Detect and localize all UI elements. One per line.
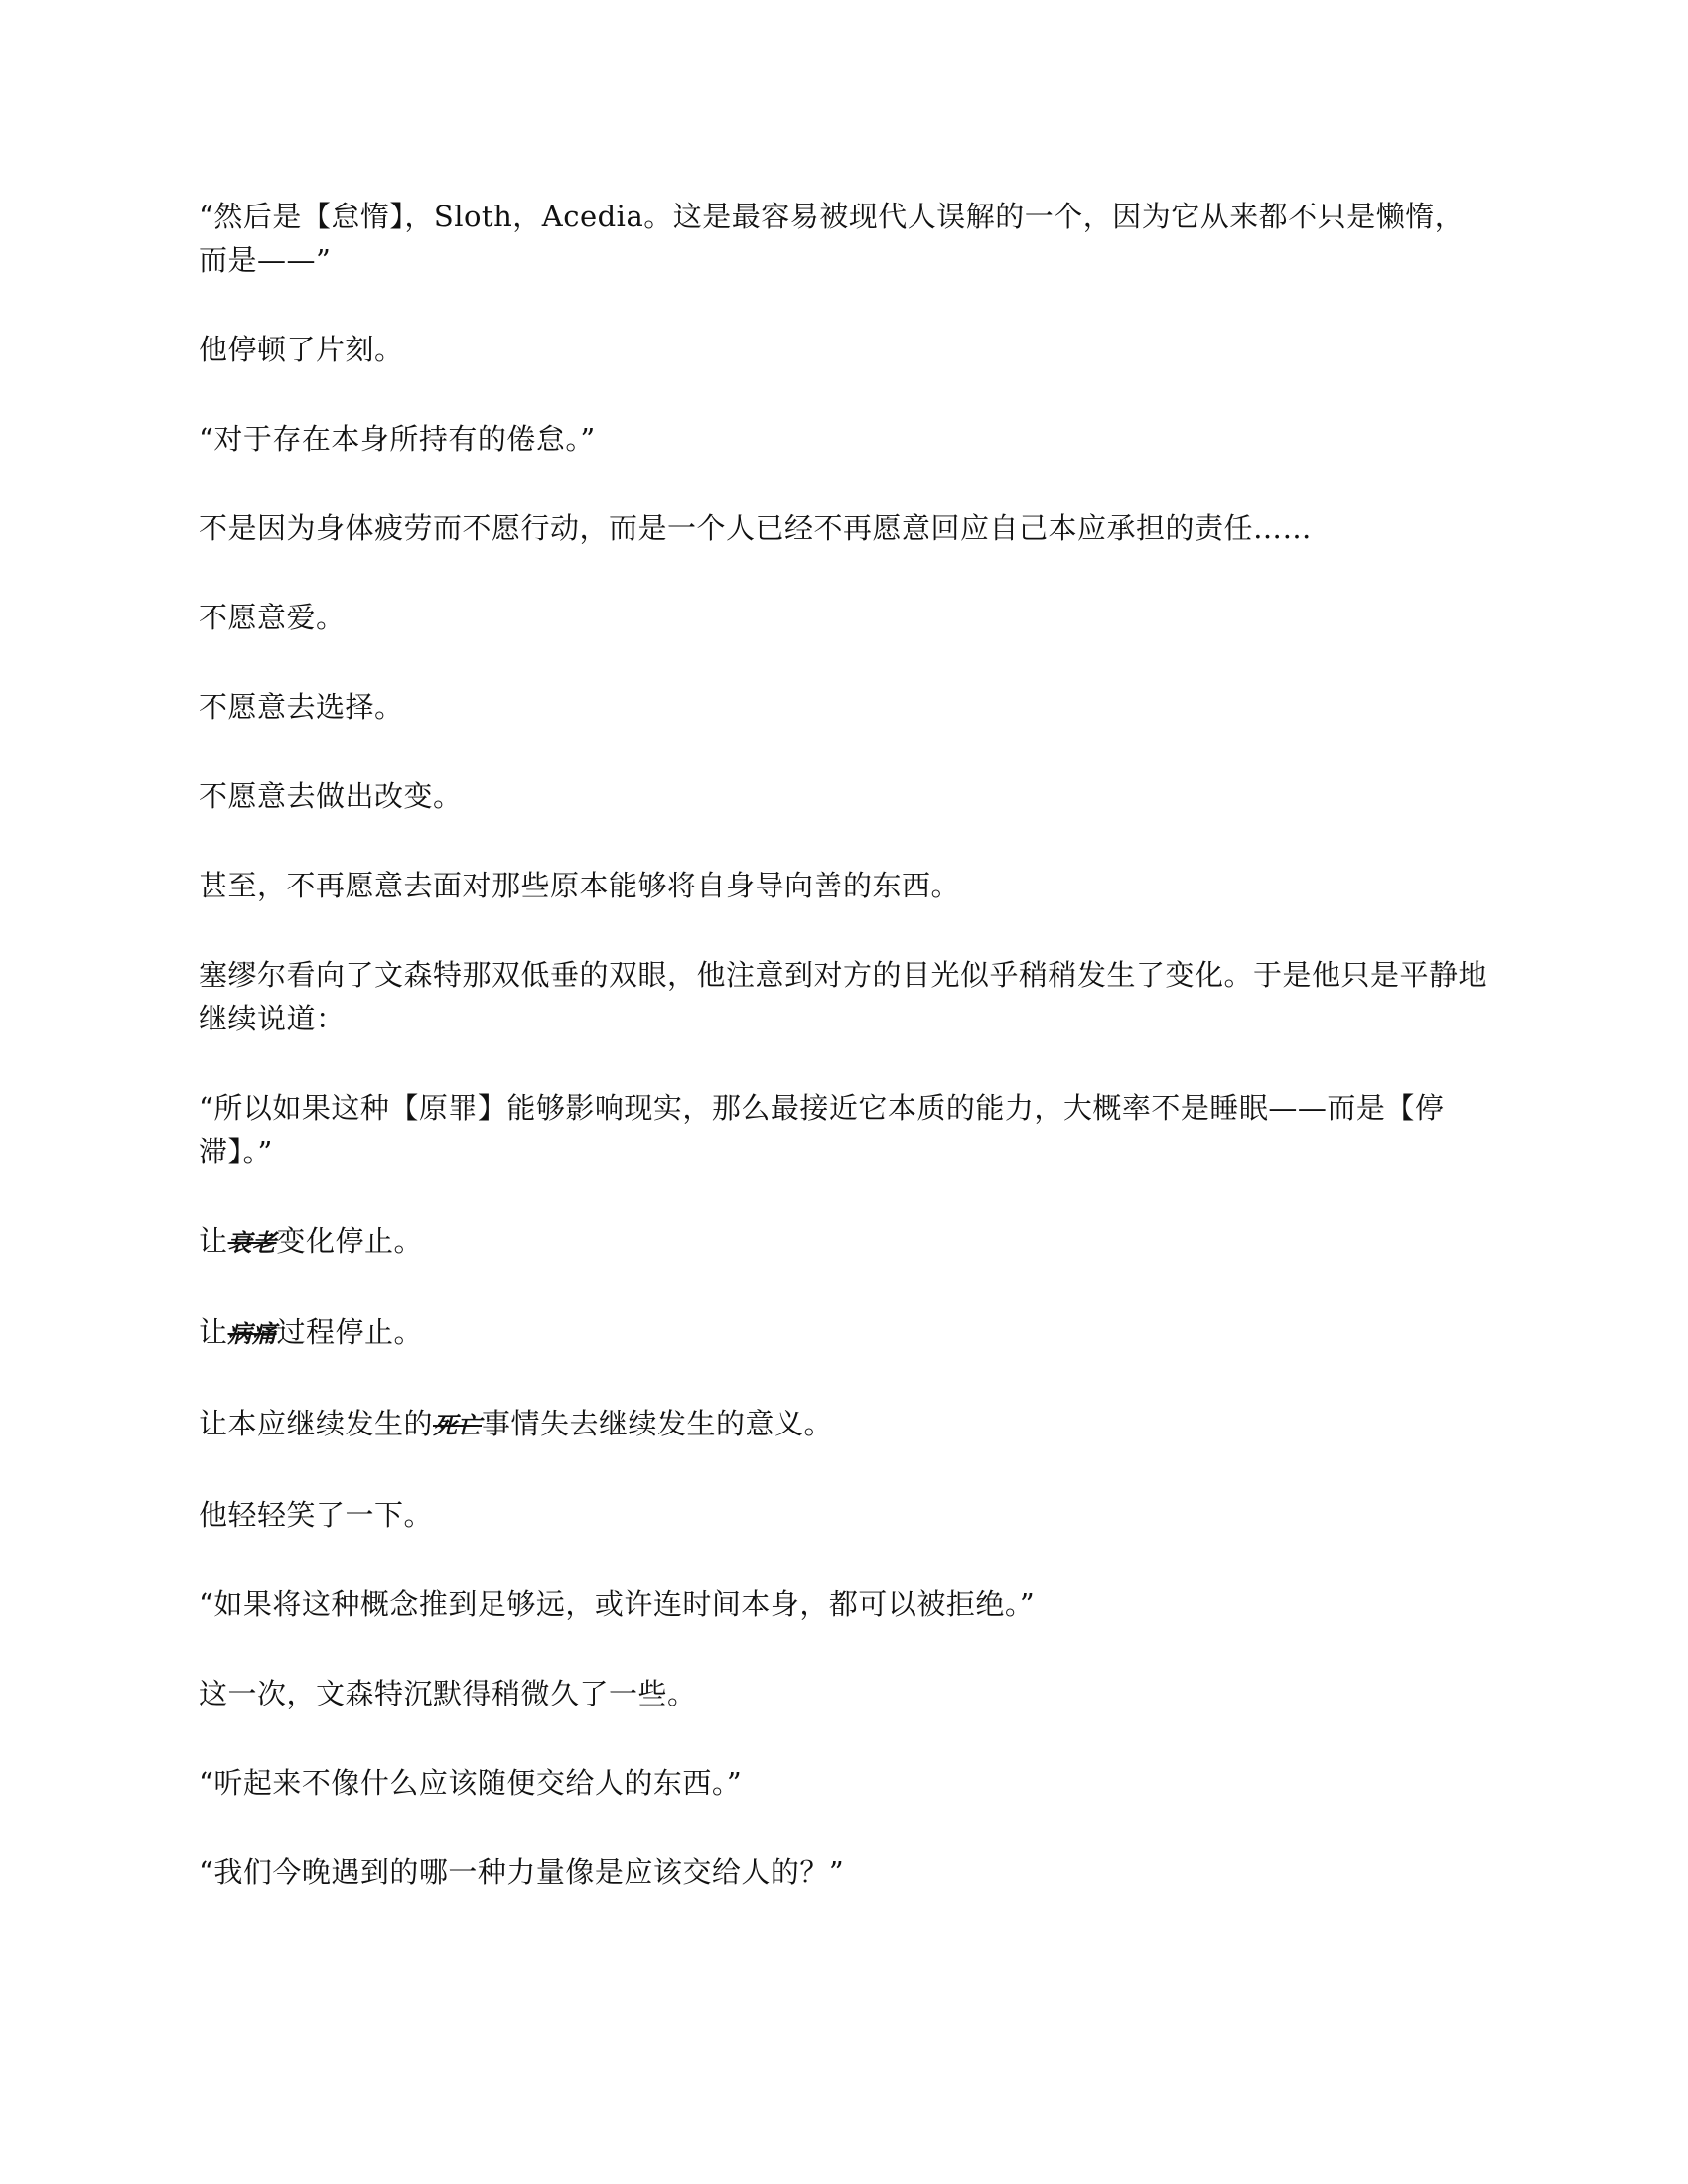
paragraph-stop-death [199,1402,1489,1447]
paragraph-pause: 他停顿了片刻。 [199,333,404,366]
paragraph-stop-illness [199,1310,1489,1356]
paragraph-unwilling-love: 不愿意爱。 [199,601,346,634]
paragraph-unwilling-face: 甚至，不再愿意去面对那些原本能够将自身导向善的东西。 [199,869,961,902]
text-segment: 事情失去继续发生的意义。 [482,1407,834,1440]
paragraph-unwilling-choose: 不愿意去选择。 [199,690,404,724]
paragraph-samuel-looks: 塞缪尔看向了文森特那双低垂的双眼，他注意到对方的目光似乎稍稍发生了变化。于是他只是平静地继续说道： [199,958,1488,1035]
paragraph-stop-aging [199,1219,1489,1265]
paragraph-vincent-silent: 这一次，文森特沉默得稍微久了一些。 [199,1677,697,1710]
paragraph-not-to-give: “听起来不像什么应该随便交给人的东西。” [199,1766,743,1800]
struck-word: 死亡 [433,1411,483,1439]
paragraph-which-power: “我们今晚遇到的哪一种力量像是应该交给人的？” [199,1855,845,1889]
paragraph-refuse-time: “如果将这种概念推到足够远，或许连时间本身，都可以被拒绝。” [199,1587,1036,1621]
text-segment: 让 [199,1224,228,1258]
paragraph-weariness: “对于存在本身所持有的倦怠。” [199,422,596,456]
document-body [199,195,1489,1940]
paragraph-responsibility: 不是因为身体疲劳而不愿行动，而是一个人已经不再愿意回应自己本应承担的责任…… [199,511,1313,545]
text-segment: 变化停止。 [276,1224,424,1258]
paragraph-laugh: 他轻轻笑了一下。 [199,1498,434,1532]
paragraph-sloth-intro: “然后是【怠惰】，Sloth，Acedia。这是最容易被现代人误解的一个，因为它从来都不只是懒惰，而是——” [199,200,1465,277]
struck-word: 病痛 [227,1319,277,1348]
struck-word: 衰老 [227,1228,277,1257]
text-segment: 让 [199,1315,228,1349]
paragraph-stagnation: “所以如果这种【原罪】能够影响现实，那么最接近它本质的能力，大概率不是睡眠——而是【停滞】。” [199,1091,1445,1168]
text-segment: 过程停止。 [276,1315,424,1349]
paragraph-unwilling-change: 不愿意去做出改变。 [199,779,463,813]
text-segment: 让本应继续发生的 [199,1407,434,1440]
